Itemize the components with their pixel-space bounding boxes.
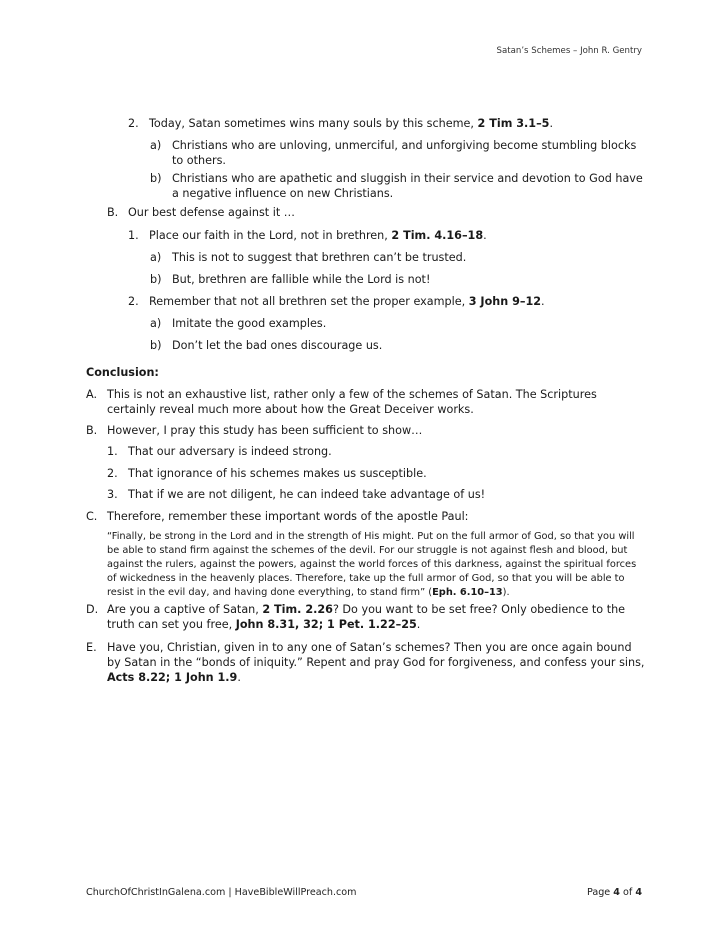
point-label: D.: [86, 603, 99, 616]
point-label: B.: [86, 424, 98, 437]
scripture-ref: Eph. 6.10–13: [432, 587, 503, 598]
point-text: However, I pray this study has been sufficient to show…: [107, 424, 423, 437]
item-text: Place our faith in the Lord, not in brethren, 2 Tim. 4.16–18.: [149, 229, 487, 242]
scripture-ref: Acts 8.22; 1 John 1.9: [107, 671, 238, 684]
item-number: b): [150, 339, 162, 352]
item-text: Imitate the good examples.: [172, 317, 327, 330]
point-text: Are you a captive of Satan, 2 Tim. 2.26? Do you want to be set free? Only obedience to the truth can set you free, John 8.31, 32; 1 Pet. 1.22–25.: [107, 603, 626, 631]
item-number: b): [150, 172, 162, 185]
section-label: B.: [107, 206, 119, 219]
item-number: a): [150, 251, 162, 264]
item-text: That ignorance of his schemes makes us susceptible.: [128, 467, 427, 480]
item-number: 2.: [128, 117, 139, 130]
item-number: 1.: [128, 229, 139, 242]
point-label: C.: [86, 510, 98, 523]
quote-text: “Finally, be strong in the Lord and in the strength of His might. Put on the full armor of God, so that you will be able to stand firm against the schemes of the devil. For our struggle is not against flesh and blood, but against the rulers, against the powers, against the world forces of this darkness, against the spiritual forces of wickedness in the heavenly places. Therefore, take up the full armor of God, so that you will be able to resist in the evil day, and having done everything, to stand firm” (Eph. 6.10–13).: [107, 531, 637, 598]
item-number: b): [150, 273, 162, 286]
scripture-ref: John 8.31, 32; 1 Pet. 1.22–25: [235, 618, 417, 631]
footer-websites: ChurchOfChristInGalena.com | HaveBibleWillPreach.com: [86, 887, 357, 898]
item-number: a): [150, 317, 162, 330]
section-text: Our best defense against it …: [128, 206, 295, 219]
scripture-ref: 2 Tim. 4.16–18: [391, 229, 484, 242]
item-number: 3.: [107, 488, 118, 501]
item-number: a): [150, 139, 162, 152]
point-text: Have you, Christian, given in to any one of Satan’s schemes? Then you are once again bound by Satan in the “bonds of iniquity.” Repent and pray God for forgiveness, and confess your sins, Acts 8.22; 1 John 1.9.: [107, 641, 645, 684]
scripture-ref: 2 Tim. 2.26: [262, 603, 333, 616]
item-text: Christians who are unloving, unmerciful, and unforgiving become stumbling blocks to others.: [172, 139, 637, 167]
point-label: E.: [86, 641, 97, 654]
point-label: A.: [86, 388, 98, 401]
item-number: 1.: [107, 445, 118, 458]
scripture-ref: 3 John 9–12: [468, 295, 542, 308]
page-number: Page 4 of 4: [586, 887, 642, 898]
item-text: Today, Satan sometimes wins many souls by this scheme, 2 Tim 3.1–5.: [149, 117, 554, 130]
item-text: Don’t let the bad ones discourage us.: [172, 339, 383, 352]
scripture-ref: 2 Tim 3.1–5: [477, 117, 550, 130]
point-text: This is not an exhaustive list, rather only a few of the schemes of Satan. The Scriptures certainly reveal much more about how the Great Deceiver works.: [107, 388, 597, 416]
item-text: That if we are not diligent, he can indeed take advantage of us!: [128, 488, 486, 501]
item-text: But, brethren are fallible while the Lord is not!: [172, 273, 431, 286]
item-text: That our adversary is indeed strong.: [128, 445, 332, 458]
item-number: 2.: [107, 467, 118, 480]
running-header: Satan’s Schemes – John R. Gentry: [496, 46, 642, 56]
item-text: Remember that not all brethren set the proper example, 3 John 9–12.: [149, 295, 545, 308]
item-text: This is not to suggest that brethren can’t be trusted.: [172, 251, 467, 264]
conclusion-heading: Conclusion:: [86, 366, 159, 379]
item-text: Christians who are apathetic and sluggish in their service and devotion to God have a negative influence on new Christians.: [172, 172, 643, 200]
point-text: Therefore, remember these important words of the apostle Paul:: [107, 510, 469, 523]
item-number: 2.: [128, 295, 139, 308]
